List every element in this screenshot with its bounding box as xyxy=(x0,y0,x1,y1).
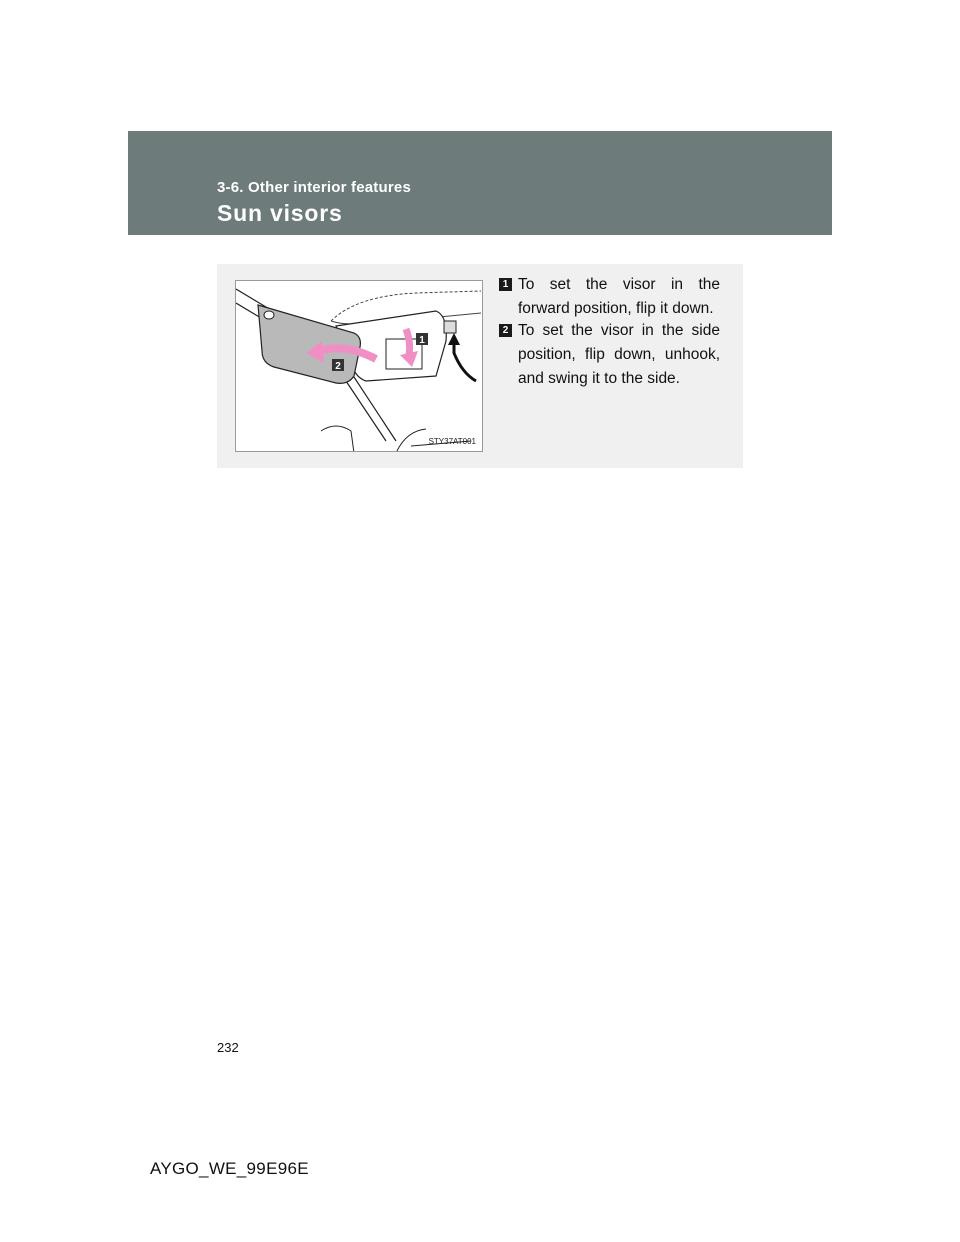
document-code: AYGO_WE_99E96E xyxy=(150,1159,309,1178)
sun-visor-drawing xyxy=(236,281,483,452)
sun-visor-illustration xyxy=(235,280,483,452)
page-title: Sun visors xyxy=(217,200,343,226)
step-1 xyxy=(500,273,720,321)
callout-1: 1 xyxy=(419,335,425,346)
section-label: 3-6. Other interior features xyxy=(217,179,411,196)
step-2 xyxy=(500,319,720,391)
figure-code: STY37AT001 xyxy=(428,437,476,446)
step-1-number: 1 xyxy=(499,278,512,291)
page-number: 232 xyxy=(217,1040,239,1055)
step-1-text: To set the visor in the forward position, flip it down. xyxy=(518,276,720,317)
step-2-text: To set the visor in the side position, flip down, unhook, and swing it to the side. xyxy=(518,322,720,387)
callout-2: 2 xyxy=(335,361,341,372)
step-2-number: 2 xyxy=(499,324,512,337)
